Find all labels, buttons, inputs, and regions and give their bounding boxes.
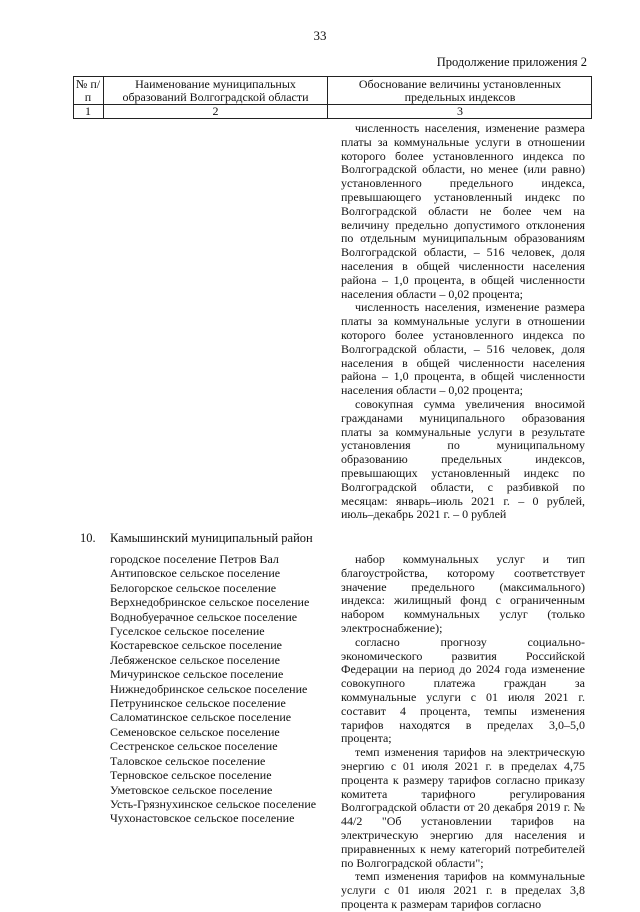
settlement-list [110,552,325,826]
justification-paragraph: численность населения, изменение размера платы за коммунальные услуги в отношении которого более установленного индекса по Волгоградской области, – 516 человек, доля населения в общей численности населения района – 1,0 процента, в общей численности населения области – 0,02 процента; [341,300,585,398]
list-item: Уметовское сельское поселение [110,782,273,797]
list-item: Чухонастовское сельское поселение [110,811,295,826]
list-item: Усть-Грязнухинское сельское поселение [110,796,317,811]
list-item: Таловское сельское поселение [110,753,266,768]
table-left-border [73,76,74,118]
list-item: Семеновское сельское поселение [110,724,280,739]
col-number-1: 1 [85,104,91,118]
number-row-bottom-border [73,118,592,119]
list-item: Терновское сельское поселение [110,768,272,783]
justification-paragraph: темп изменения тарифов на электрическую энергию с 01 июля 2021 г. в пределах 4,75 процента к размеру тарифов согласно приказу комитета тарифного регулирования Волгоградской области от 20 декабря 2019 г. № 44/2 "Об установлении тарифов на электрическую энергию для населения и приравненных к нему категорий потребителей по Волгоградской области"; [341,745,585,870]
list-item: Антиповское сельское поселение [110,566,281,581]
list-item: Сестренское сельское поселение [110,739,278,754]
justification-paragraph: согласно прогнозу социально-экономического развития Российской Федерации на период до 2024 года изменение совокупного платежа граждан за коммунальные услуги с 01 июля 2021 г. составит 4 процента, темпы изменения тарифов находятся в пределах 3,0–5,0 процента; [341,634,585,746]
row-10-district: Камышинский муниципальный район [110,531,313,545]
column-divider-1 [103,76,104,118]
list-item: Лебяженское сельское поселение [110,652,280,667]
justification-paragraph: темп изменения тарифов на коммунальные услуги с 01 июля 2021 г. в пределах 3,8 процента к размерам тарифов согласно [341,869,585,911]
list-item: Нижнедобринское сельское поселение [110,681,308,696]
list-item: городское поселение Петров Вал [110,552,279,566]
previous-row-justification [341,122,585,522]
list-item: Белогорское сельское поселение [110,580,277,595]
header-col-justification: Обоснование величины установленных предельных индексов [358,77,562,104]
row-10-justification [341,553,585,912]
column-divider-2 [327,76,328,118]
justification-paragraph: набор коммунальных услуг и тип благоустройства, которому соответствует значение предельного (максимального) индекса: жилищный фонд с ограниченным набором коммунальных услуг (только электроснабжение); [341,552,585,635]
page-number: 33 [313,28,327,43]
header-col-number: № п/п [75,77,101,104]
justification-paragraph: совокупная сумма увеличения вносимой гражданами муниципального образования платы за коммунальные услуги в результате установления по муниципальному образованию предельных индексов, превышающих установленный индекс по Волгоградской области, с разбивкой по месяцам: январь–июль 2021 г. – 0 рублей, июль–декабрь 2021 г. – 0 рублей [341,396,585,522]
list-item: Верхнедобринское сельское поселение [110,595,310,610]
list-item: Гуселское сельское поселение [110,624,265,639]
col-number-2: 2 [212,104,219,118]
continuation-note: Продолжение приложения 2 [436,55,587,69]
list-item: Мичуринское сельское поселение [110,667,284,682]
table-right-border [591,76,592,118]
list-item: Саломатинское сельское поселение [110,710,292,725]
col-number-3: 3 [457,104,463,118]
justification-paragraph: численность населения, изменение размера платы за коммунальные услуги в отношении которого более установленного индекса по Волгоградской области, но менее (или равно) установленного предельного индекса, превышающего установленный индекс по Волгоградской области не более чем на величину предельно допустимого отклонения по отдельным муниципальным образованиям Волгоградской области, – 516 человек, доля населения в общей численности населения района – 1,0 процента, в общей численности населения области – 0,02 процента; [341,121,585,301]
header-col-name: Наименование муниципальных образований Волгоградской области [122,77,309,104]
row-10-number: 10. [80,531,96,545]
list-item: Костаревское сельское поселение [110,638,282,653]
list-item: Воднобуерачное сельское поселение [110,609,298,624]
list-item: Петрунинское сельское поселение [110,696,286,711]
